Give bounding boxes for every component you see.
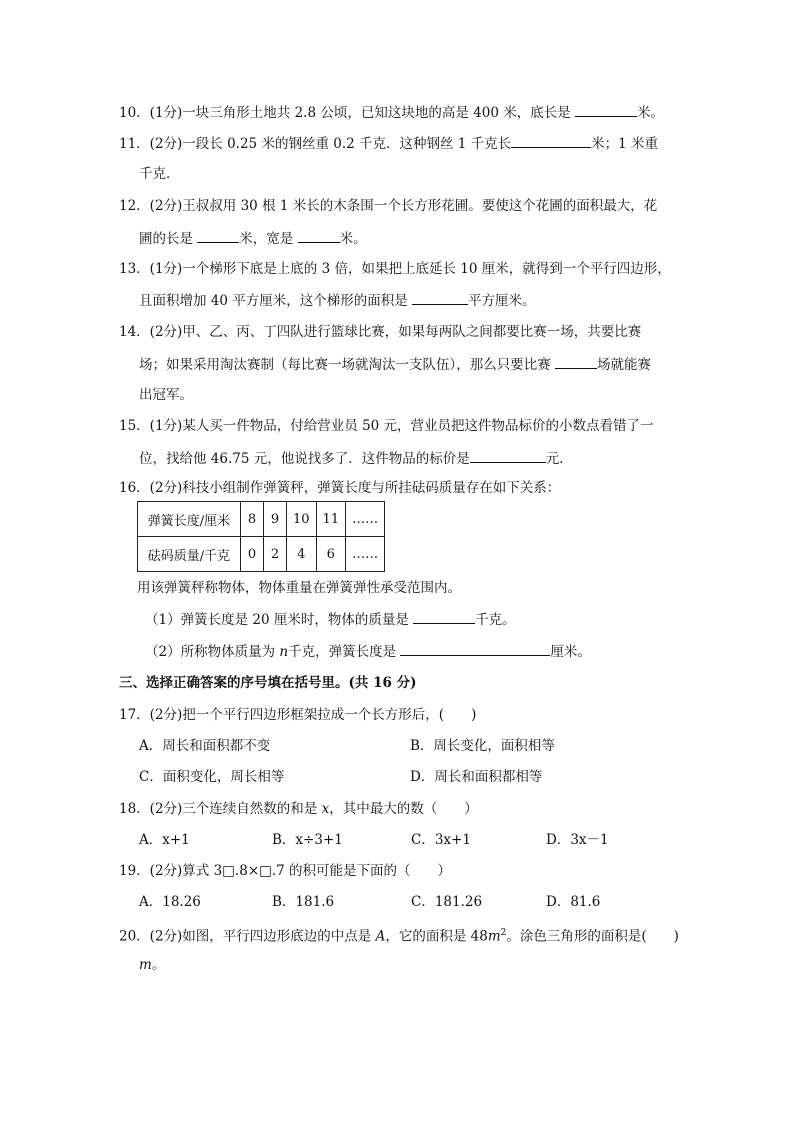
q17-stem: 17．(2分)把一个平行四边形框架拉成一个长方形后，( ) bbox=[119, 707, 477, 723]
q13-answer-blank[interactable] bbox=[412, 290, 468, 305]
q14-text: 14．(2分)甲、乙、丙、丁四队进行篮球比赛，如果每两队之间都要比赛一场，共要比赛 bbox=[119, 324, 642, 340]
q16-sub2-variable: n bbox=[279, 644, 289, 660]
q20-unit: m bbox=[487, 928, 501, 945]
question-14 bbox=[119, 322, 641, 342]
q16-sub1 bbox=[145, 609, 516, 630]
q18-option-c[interactable]: C．3x+1 bbox=[411, 832, 471, 848]
table-cell: 11 bbox=[316, 502, 346, 537]
q20-line2-unit: m bbox=[139, 957, 152, 973]
q13-text-2: 且面积增加 40 平方厘米，这个梯形的面积是 bbox=[139, 293, 413, 309]
table-cell: …… bbox=[346, 537, 385, 572]
question-15-line2 bbox=[139, 448, 573, 469]
question-14-line3 bbox=[139, 385, 193, 405]
row-header-length: 弹簧长度/厘米 bbox=[138, 502, 241, 537]
q11-unit: 千克． bbox=[139, 166, 180, 182]
q12-length-blank[interactable] bbox=[197, 228, 239, 243]
q16-sub1-blank[interactable] bbox=[413, 609, 475, 624]
q13-text: 13．(1分)一个梯形下底是上底的 3 倍，如果把上底延长 10 厘米，就得到一个平行四边形， bbox=[119, 261, 671, 277]
q14-text-2: 场；如果采用淘汰赛制（每比赛一场就淘汰一支队伍），那么只要比赛 bbox=[139, 357, 556, 373]
q19-option-b[interactable]: B．181.6 bbox=[272, 894, 335, 910]
table-row bbox=[138, 502, 385, 537]
question-20 bbox=[119, 923, 679, 947]
question-10 bbox=[119, 102, 664, 123]
q19-option-a[interactable]: A．18.26 bbox=[139, 894, 201, 910]
q15-unit: 元． bbox=[545, 451, 573, 467]
table-cell: 0 bbox=[241, 537, 264, 572]
q16-sub1-text: （1）弹簧长度是 20 厘米时，物体的质量是 bbox=[145, 612, 414, 628]
question-11-line2 bbox=[139, 164, 180, 184]
q17-option-a[interactable]: A．周长和面积都不变 bbox=[139, 738, 271, 754]
row-header-mass: 砝码质量/千克 bbox=[138, 537, 241, 572]
q20-line2-end: 。 bbox=[151, 957, 166, 973]
question-12-line2 bbox=[139, 228, 367, 249]
q20-variable: A bbox=[375, 928, 386, 945]
q12-text: 12．(2分)王叔叔用 30 根 1 米长的木条围一个长方形花圃。要使这个花圃的面积最大，花 bbox=[119, 198, 658, 214]
table-row bbox=[138, 537, 385, 572]
q18-stem: 18．(2分)三个连续自然数的和是 bbox=[119, 801, 322, 817]
q14-text-4: 出冠军。 bbox=[139, 387, 193, 403]
q20-stem-end: 。涂色三角形的面积是( ) bbox=[506, 928, 679, 945]
q16-note bbox=[137, 578, 461, 598]
q10-answer-blank[interactable] bbox=[575, 102, 637, 117]
q16-note-text: 用该弹簧秤称物体，物体重量在弹簧弹性承受范围内。 bbox=[137, 580, 461, 596]
spring-table bbox=[137, 501, 385, 572]
q18-option-b[interactable]: B．x÷3+1 bbox=[272, 832, 343, 848]
question-18 bbox=[119, 799, 478, 819]
table-cell: 9 bbox=[264, 502, 287, 537]
q16-sub1-unit: 千克。 bbox=[475, 612, 516, 628]
question-14-line2 bbox=[139, 354, 651, 375]
table-cell: 10 bbox=[287, 502, 317, 537]
q14-answer-blank[interactable] bbox=[555, 354, 597, 369]
question-12 bbox=[119, 196, 657, 216]
question-13-line2 bbox=[139, 290, 536, 311]
q12-unit: 米。 bbox=[339, 231, 367, 247]
q15-text-2: 位，找给他 46.75 元，他说找多了．这件物品的标价是 bbox=[139, 451, 470, 467]
q11-mid: 米；1 米重 bbox=[591, 136, 659, 152]
q12-width-blank[interactable] bbox=[298, 228, 340, 243]
q18-option-a[interactable]: A．x+1 bbox=[139, 832, 190, 848]
question-13 bbox=[119, 259, 671, 279]
question-17 bbox=[119, 705, 476, 725]
q11-answer-blank-1[interactable] bbox=[511, 133, 591, 148]
q16-sub2-mid: 千克，弹簧长度是 bbox=[288, 644, 401, 660]
question-19 bbox=[119, 861, 451, 881]
q18-option-d[interactable]: D．3x－1 bbox=[546, 832, 609, 848]
q15-text: 15．(1分)某人买一件物品，付给营业员 50 元，营业员把这件物品标价的小数点看错了一 bbox=[119, 418, 654, 434]
table-cell: 6 bbox=[316, 537, 346, 572]
q10-text: 10．(1分)一块三角形土地共 2.8 公顷，已知这块地的高是 400 米，底长是 bbox=[119, 105, 575, 121]
section-3-heading bbox=[119, 673, 416, 693]
question-16 bbox=[119, 478, 560, 498]
q14-text-3: 场就能赛 bbox=[597, 357, 652, 373]
q16-sub2-text: （2）所称物体质量为 bbox=[145, 644, 280, 660]
q16-sub2-blank[interactable] bbox=[400, 641, 550, 656]
q18-stem-end: ，其中最大的数（ ） bbox=[329, 801, 478, 817]
q12-width-label: 米，宽是 bbox=[239, 231, 298, 247]
q20-stem-mid: ，它的面积是 48 bbox=[385, 928, 488, 945]
q10-unit: 米。 bbox=[637, 105, 664, 121]
table-cell: 4 bbox=[287, 537, 317, 572]
table-cell: 2 bbox=[264, 537, 287, 572]
q16-sub2-unit: 厘米。 bbox=[550, 644, 591, 660]
q20-unit-exponent: 2 bbox=[500, 928, 507, 938]
question-20-line2 bbox=[139, 955, 165, 975]
q11-text: 11．(2分)一段长 0.25 米的钢丝重 0.2 千克．这种钢丝 1 千克长 bbox=[119, 136, 512, 152]
q17-option-b[interactable]: B．周长变化，面积相等 bbox=[410, 738, 555, 754]
q13-unit: 平方厘米。 bbox=[468, 293, 536, 309]
q20-stem: 20．(2分)如图，平行四边形底边的中点是 bbox=[119, 928, 376, 945]
q17-option-d[interactable]: D．周长和面积都相等 bbox=[410, 769, 543, 785]
q18-variable: x bbox=[321, 801, 330, 817]
table-cell: 8 bbox=[241, 502, 264, 537]
section-3-title: 三、选择正确答案的序号填在括号里。(共 16 分) bbox=[119, 675, 417, 691]
q16-sub2 bbox=[145, 641, 591, 662]
q17-option-c[interactable]: C．面积变化，周长相等 bbox=[139, 769, 285, 785]
table-cell: …… bbox=[346, 502, 385, 537]
q19-option-d[interactable]: D．81.6 bbox=[546, 894, 601, 910]
q16-intro: 16．(2分)科技小组制作弹簧秤，弹簧长度与所挂砝码质量存在如下关系： bbox=[119, 480, 561, 496]
q19-option-c[interactable]: C．181.26 bbox=[411, 894, 483, 910]
q12-length-label: 圃的长是 bbox=[139, 231, 198, 247]
question-11 bbox=[119, 133, 658, 154]
question-15 bbox=[119, 416, 654, 436]
q15-answer-blank[interactable] bbox=[470, 448, 546, 463]
q19-stem: 19．(2分)算式 3□.8×□.7 的积可能是下面的（ ） bbox=[119, 863, 452, 879]
